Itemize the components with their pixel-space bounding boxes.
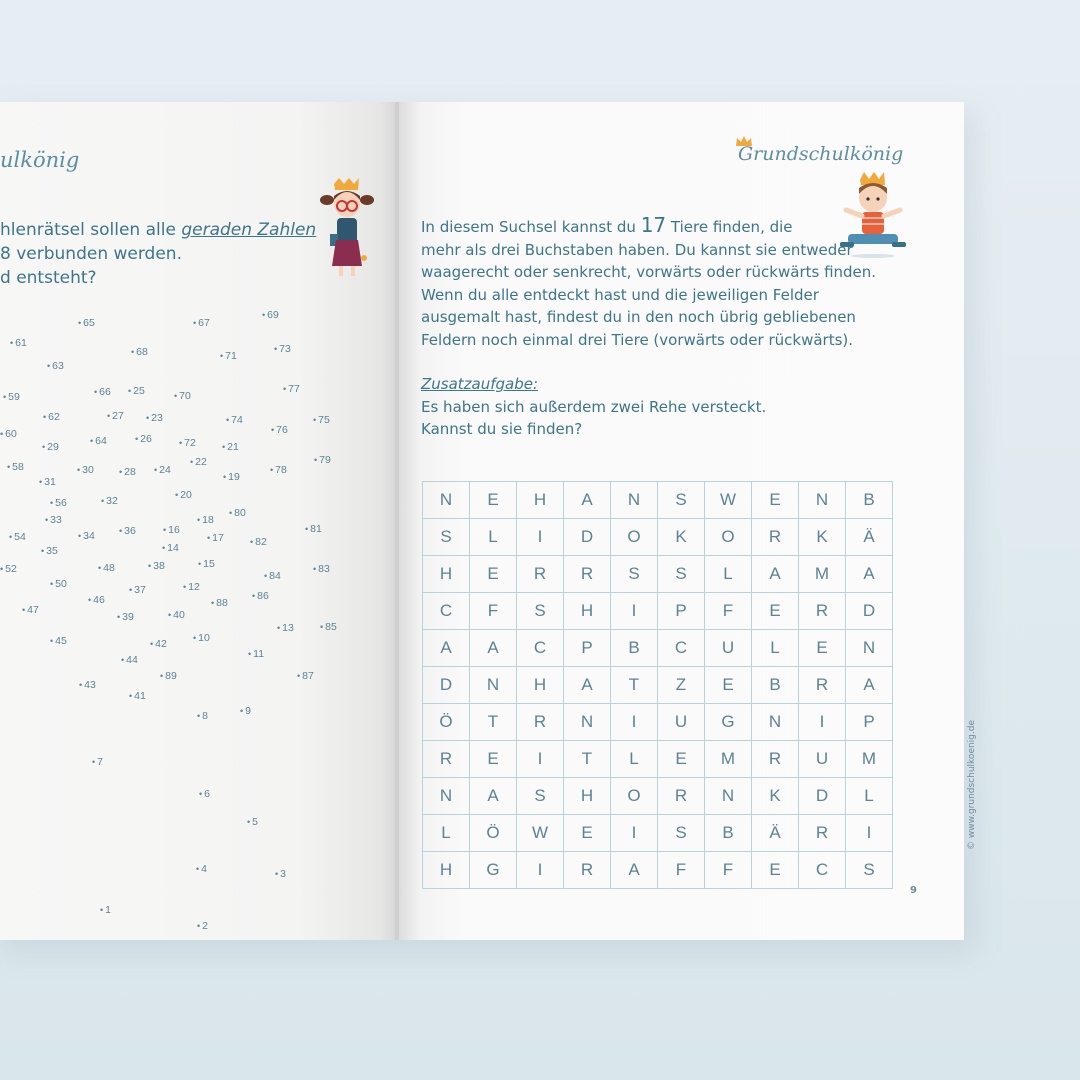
dot-number: • 77 [283, 383, 300, 395]
grid-cell[interactable]: R [658, 778, 705, 815]
grid-cell[interactable]: N [846, 630, 893, 667]
grid-cell[interactable]: W [517, 815, 564, 852]
dot-number: • 33 [45, 514, 62, 526]
grid-row [423, 482, 893, 519]
grid-cell[interactable]: S [846, 852, 893, 889]
grid-cell[interactable]: L [423, 815, 470, 852]
grid-cell[interactable]: T [564, 741, 611, 778]
dot-number: • 69 [262, 309, 279, 321]
girl-illustration [318, 178, 376, 278]
grid-cell[interactable]: E [470, 556, 517, 593]
grid-cell[interactable]: L [705, 556, 752, 593]
grid-cell[interactable]: S [423, 519, 470, 556]
grid-cell[interactable]: N [423, 482, 470, 519]
grid-cell[interactable]: N [423, 778, 470, 815]
dot-number: • 3 [275, 868, 286, 880]
word-search-grid [422, 481, 893, 889]
dot-number: • 23 [146, 412, 163, 424]
extra-task-line2: Kannst du sie finden? [421, 420, 583, 438]
grid-cell[interactable]: S [658, 482, 705, 519]
dot-number: • 14 [162, 542, 179, 554]
instructions-line4: Wenn du alle entdeckt hast und die jeweiligen Felder [421, 285, 819, 304]
grid-cell[interactable]: P [658, 593, 705, 630]
grid-cell[interactable]: E [658, 741, 705, 778]
dot-number: • 62 [43, 411, 60, 423]
dot-number: • 34 [78, 530, 95, 542]
dot-number: • 12 [183, 581, 200, 593]
grid-cell[interactable]: R [752, 519, 799, 556]
dot-number: • 74 [226, 414, 243, 426]
dot-number: • 72 [179, 437, 196, 449]
instructions-line1b: Tiere finden, die [666, 218, 793, 236]
grid-row [423, 667, 893, 704]
animal-count: 17 [640, 213, 667, 237]
dot-number: • 64 [90, 435, 107, 447]
grid-cell[interactable]: Ö [470, 815, 517, 852]
grid-cell[interactable]: I [611, 593, 658, 630]
instructions [421, 214, 891, 351]
page-number: 9 [910, 885, 917, 896]
dot-number: • 61 [10, 337, 27, 349]
left-intro-line3: d entsteht? [0, 268, 97, 288]
grid-cell[interactable]: N [611, 482, 658, 519]
grid-cell[interactable]: L [846, 778, 893, 815]
dot-number: • 28 [119, 466, 136, 478]
dot-number: • 58 [7, 461, 24, 473]
grid-cell[interactable]: U [658, 704, 705, 741]
dot-number: • 79 [314, 454, 331, 466]
dot-number: • 31 [39, 476, 56, 488]
grid-cell[interactable]: R [799, 593, 846, 630]
dot-number: • 52 [0, 563, 17, 575]
dot-number: • 78 [270, 464, 287, 476]
grid-cell[interactable]: E [752, 482, 799, 519]
grid-cell[interactable]: I [517, 519, 564, 556]
grid-cell[interactable]: M [799, 556, 846, 593]
copyright-url: © www.grundschulkoenig.de [967, 719, 978, 851]
grid-cell[interactable]: D [799, 778, 846, 815]
dot-number: • 68 [131, 346, 148, 358]
dot-number: • 36 [119, 525, 136, 537]
grid-cell[interactable]: E [705, 667, 752, 704]
dot-number: • 45 [50, 635, 67, 647]
grid-cell[interactable]: Ä [752, 815, 799, 852]
grid-cell[interactable]: T [470, 704, 517, 741]
dot-number: • 6 [199, 788, 210, 800]
dot-number: • 56 [50, 497, 67, 509]
grid-cell[interactable]: S [658, 556, 705, 593]
grid-cell[interactable]: E [470, 482, 517, 519]
grid-cell[interactable]: F [705, 852, 752, 889]
dot-number: • 80 [229, 507, 246, 519]
grid-row [423, 593, 893, 630]
grid-cell[interactable]: A [611, 852, 658, 889]
dot-number: • 59 [3, 391, 20, 403]
dot-number: • 22 [190, 456, 207, 468]
grid-cell[interactable]: B [846, 482, 893, 519]
instructions-line3: waagerecht oder senkrecht, vorwärts oder rückwärts finden. [421, 263, 877, 281]
grid-row [423, 852, 893, 889]
instructions-line6: Feldern noch einmal drei Tiere (vorwärts oder rückwärts). [421, 330, 854, 349]
grid-cell[interactable]: H [423, 556, 470, 593]
grid-cell[interactable]: B [705, 815, 752, 852]
grid-cell[interactable]: W [705, 482, 752, 519]
grid-cell[interactable]: T [611, 667, 658, 704]
grid-cell[interactable]: R [799, 815, 846, 852]
dot-number: • 39 [117, 611, 134, 623]
grid-cell[interactable]: S [517, 593, 564, 630]
dot-number: • 54 [9, 531, 26, 543]
grid-cell[interactable]: I [846, 815, 893, 852]
grid-cell[interactable]: E [470, 741, 517, 778]
dot-number: • 16 [163, 524, 180, 536]
dot-number: • 71 [220, 350, 237, 362]
dot-number: • 35 [41, 545, 58, 557]
dot-number: • 25 [128, 385, 145, 397]
book-spine [395, 102, 399, 940]
dot-number: • 88 [211, 597, 228, 609]
grid-row [423, 556, 893, 593]
grid-cell[interactable]: S [611, 556, 658, 593]
dot-number: • 30 [77, 464, 94, 476]
grid-row [423, 741, 893, 778]
dot-number: • 26 [135, 433, 152, 445]
dot-number: • 40 [168, 609, 185, 621]
grid-cell[interactable]: K [799, 519, 846, 556]
grid-cell[interactable]: Z [658, 667, 705, 704]
right-logo: Grundschulkönig [738, 143, 904, 165]
grid-cell[interactable]: D [423, 667, 470, 704]
grid-cell[interactable]: M [705, 741, 752, 778]
dot-number: • 65 [78, 317, 95, 329]
grid-cell[interactable]: C [658, 630, 705, 667]
grid-cell[interactable]: M [846, 741, 893, 778]
dot-number: • 67 [193, 317, 210, 329]
dot-number: • 84 [264, 570, 281, 582]
grid-cell[interactable]: P [564, 630, 611, 667]
grid-cell[interactable]: H [517, 667, 564, 704]
dot-number: • 38 [148, 560, 165, 572]
dot-number: • 82 [250, 536, 267, 548]
dot-number: • 60 [0, 428, 17, 440]
grid-cell[interactable]: F [705, 593, 752, 630]
dot-number: • 44 [121, 654, 138, 666]
grid-cell[interactable]: G [705, 704, 752, 741]
dot-number: • 83 [313, 563, 330, 575]
grid-cell[interactable]: A [846, 667, 893, 704]
grid-cell[interactable]: E [564, 815, 611, 852]
extra-task-heading: Zusatzaufgabe: [421, 375, 539, 393]
dot-number: • 29 [42, 441, 59, 453]
grid-cell[interactable]: R [423, 741, 470, 778]
grid-cell[interactable]: G [470, 852, 517, 889]
grid-cell[interactable]: O [611, 778, 658, 815]
dot-number: • 89 [160, 670, 177, 682]
dot-number: • 70 [174, 390, 191, 402]
grid-cell[interactable]: P [846, 704, 893, 741]
grid-cell[interactable]: N [752, 704, 799, 741]
grid-cell[interactable]: D [846, 593, 893, 630]
grid-row [423, 778, 893, 815]
left-intro [0, 218, 316, 290]
grid-cell[interactable]: S [517, 778, 564, 815]
grid-cell[interactable]: I [517, 852, 564, 889]
grid-cell[interactable]: E [752, 593, 799, 630]
grid-cell[interactable]: A [423, 630, 470, 667]
dot-number: • 18 [197, 514, 214, 526]
grid-cell[interactable]: Ä [846, 519, 893, 556]
dot-number: • 43 [79, 679, 96, 691]
dot-number: • 66 [94, 386, 111, 398]
grid-cell[interactable]: I [611, 704, 658, 741]
dot-number: • 85 [320, 621, 337, 633]
dot-number: • 20 [175, 489, 192, 501]
dot-number: • 48 [98, 562, 115, 574]
grid-cell[interactable]: O [705, 519, 752, 556]
grid-cell[interactable]: A [846, 556, 893, 593]
dot-number: • 75 [313, 414, 330, 426]
grid-cell[interactable]: N [799, 482, 846, 519]
extra-task-line1: Es haben sich außerdem zwei Rehe versteckt. [421, 397, 767, 416]
dot-number: • 47 [22, 604, 39, 616]
dot-number: • 19 [223, 471, 240, 483]
grid-cell[interactable]: A [564, 482, 611, 519]
dot-number: • 41 [129, 690, 146, 702]
grid-row [423, 815, 893, 852]
dot-number: • 4 [196, 863, 207, 875]
grid-cell[interactable]: H [517, 482, 564, 519]
grid-row [423, 630, 893, 667]
grid-cell[interactable]: K [658, 519, 705, 556]
left-intro-highlight: geraden Zahlen [181, 220, 317, 240]
grid-cell[interactable]: L [752, 630, 799, 667]
dot-number: • 13 [277, 622, 294, 634]
dot-number: • 24 [154, 464, 171, 476]
instructions-line5: ausgemalt hast, findest du in den noch übrig gebliebenen [421, 308, 856, 326]
grid-cell[interactable]: E [752, 852, 799, 889]
dot-number: • 9 [240, 705, 251, 717]
dot-number: • 1 [100, 904, 111, 916]
grid-cell[interactable]: R [564, 556, 611, 593]
grid-cell[interactable]: F [470, 593, 517, 630]
instructions-line1a: In diesem Suchsel kannst du [421, 218, 641, 236]
dot-number: • 27 [107, 410, 124, 422]
grid-cell[interactable]: B [752, 667, 799, 704]
dot-number: • 87 [297, 670, 314, 682]
grid-cell[interactable]: R [564, 852, 611, 889]
grid-cell[interactable]: L [470, 519, 517, 556]
grid-cell[interactable]: L [611, 741, 658, 778]
extra-task [421, 373, 881, 441]
dot-number: • 86 [252, 590, 269, 602]
dot-number: • 7 [92, 756, 103, 768]
grid-cell[interactable]: H [564, 778, 611, 815]
grid-cell[interactable]: K [752, 778, 799, 815]
grid-cell[interactable]: A [470, 778, 517, 815]
grid-cell[interactable]: A [752, 556, 799, 593]
grid-cell[interactable]: C [799, 852, 846, 889]
grid-cell[interactable]: H [423, 852, 470, 889]
grid-cell[interactable]: C [517, 630, 564, 667]
grid-cell[interactable]: F [658, 852, 705, 889]
dot-number: • 50 [50, 578, 67, 590]
grid-cell[interactable]: D [564, 519, 611, 556]
grid-cell[interactable]: R [517, 556, 564, 593]
grid-cell[interactable]: E [799, 630, 846, 667]
grid-cell[interactable]: C [423, 593, 470, 630]
dot-number: • 11 [248, 648, 264, 660]
grid-cell[interactable]: H [564, 593, 611, 630]
grid-cell[interactable]: R [752, 741, 799, 778]
dot-number: • 5 [247, 816, 258, 828]
dot-number: • 8 [197, 710, 208, 722]
grid-cell[interactable]: I [611, 815, 658, 852]
grid-cell[interactable]: A [470, 630, 517, 667]
dot-number: • 46 [88, 594, 105, 606]
grid-cell[interactable]: I [517, 741, 564, 778]
left-intro-line1a: hlenrätsel sollen alle [0, 220, 182, 240]
dot-number: • 21 [222, 441, 239, 453]
grid-cell[interactable]: O [611, 519, 658, 556]
grid-cell[interactable]: N [470, 667, 517, 704]
dot-number: • 81 [305, 523, 322, 535]
grid-cell[interactable]: I [799, 704, 846, 741]
grid-cell[interactable]: N [564, 704, 611, 741]
dot-number: • 42 [150, 638, 167, 650]
dot-number: • 2 [197, 920, 208, 932]
grid-cell[interactable]: B [611, 630, 658, 667]
grid-cell[interactable]: N [705, 778, 752, 815]
grid-cell[interactable]: R [799, 667, 846, 704]
dot-number: • 32 [101, 495, 118, 507]
grid-cell[interactable]: S [658, 815, 705, 852]
instructions-line2: mehr als drei Buchstaben haben. Du kannst sie entweder [421, 240, 853, 259]
dot-number: • 17 [207, 532, 224, 544]
dot-number: • 10 [193, 632, 210, 644]
left-intro-line2: 8 verbunden werden. [0, 244, 182, 264]
grid-cell[interactable]: U [705, 630, 752, 667]
grid-cell[interactable]: R [517, 704, 564, 741]
dot-number: • 76 [271, 424, 288, 436]
grid-cell[interactable]: A [564, 667, 611, 704]
dot-number: • 63 [47, 360, 64, 372]
grid-row [423, 519, 893, 556]
dot-number: • 15 [198, 558, 215, 570]
grid-cell[interactable]: Ö [423, 704, 470, 741]
dot-number: • 73 [274, 343, 291, 355]
grid-cell[interactable]: U [799, 741, 846, 778]
left-logo: ulkönig [0, 148, 80, 172]
dot-number: • 37 [129, 584, 146, 596]
grid-row [423, 704, 893, 741]
